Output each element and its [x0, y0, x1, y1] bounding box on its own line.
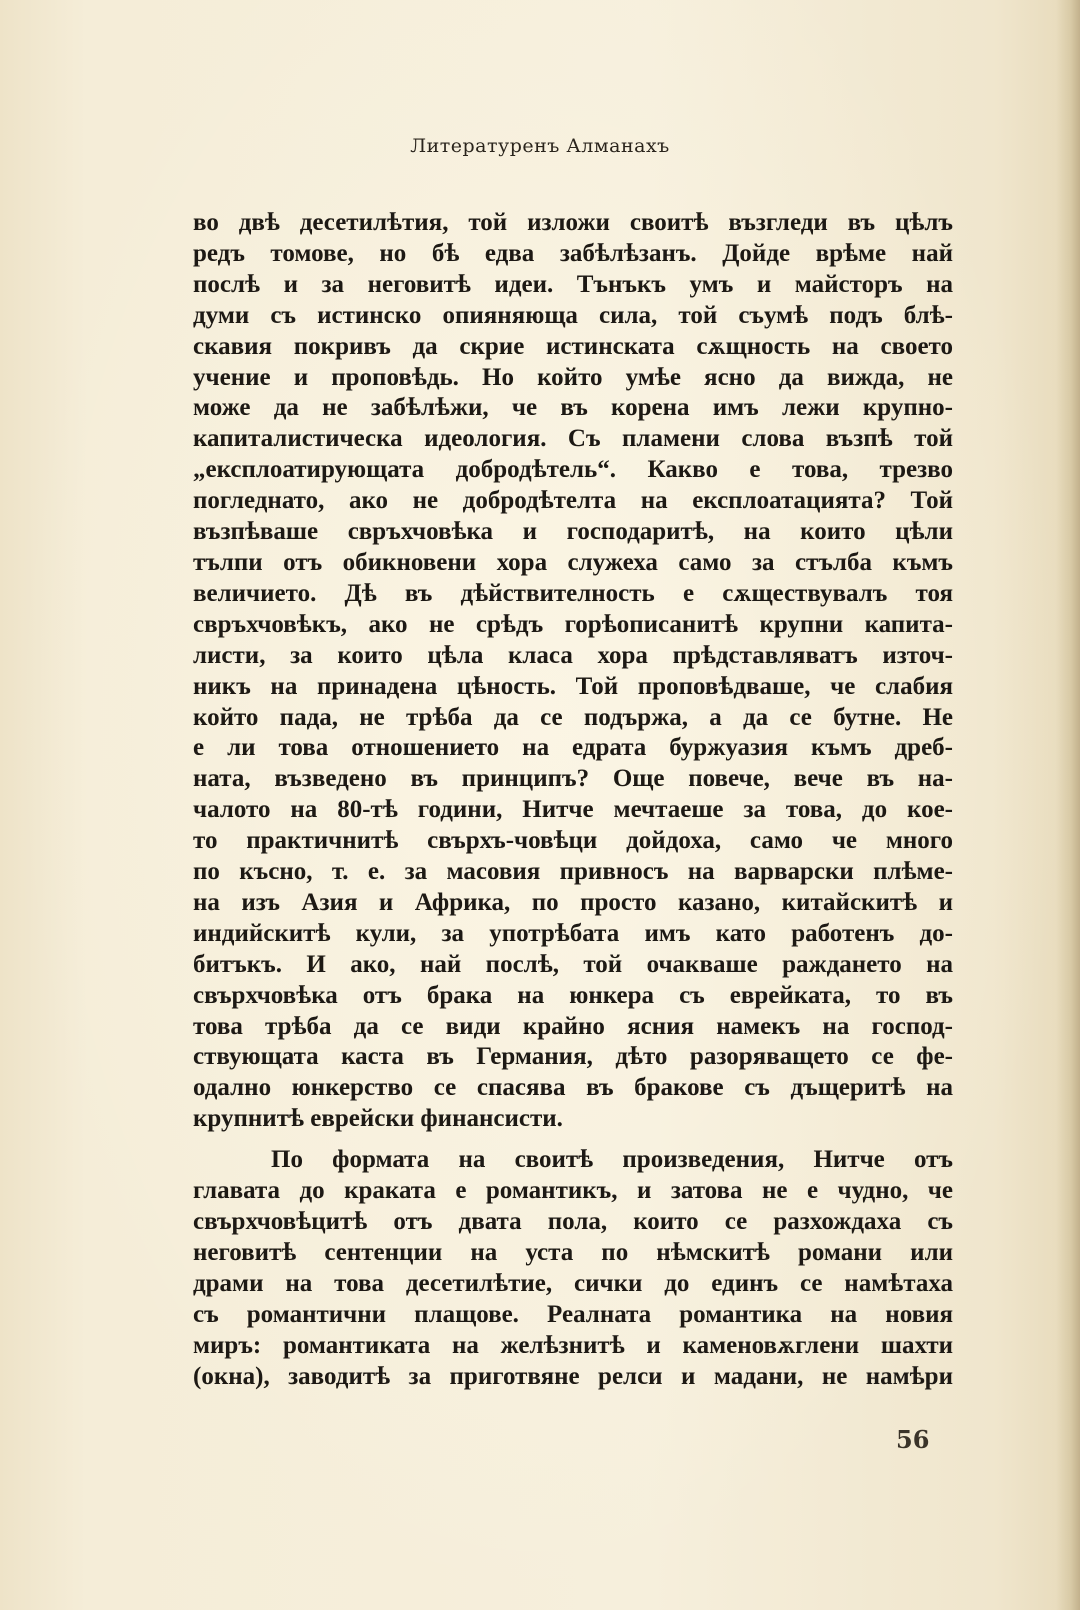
- text-line: неговитѣ сентенции на уста по нѣмскитѣ романи или: [193, 1238, 953, 1266]
- text-line: редъ томове, но бѣ едва забѣлѣзанъ. Дойде врѣме най: [193, 239, 953, 267]
- text-line: който пада, не трѣба да се подържа, а да се бутне. Не: [193, 703, 953, 731]
- text-line: свърхчовѣцитѣ отъ двата пола, които се разхождаха съ: [193, 1208, 953, 1235]
- text-line: свърхчовѣка отъ брака на юнкера съ еврейката, то въ: [193, 981, 953, 1009]
- text-line: (окна), заводитѣ за приготвяне релси и мадани, не намѣри: [193, 1362, 953, 1390]
- text-line: по късно, т. е. за масовия привносъ на варварски плѣме-: [193, 858, 953, 886]
- text-line: това трѣба да се види крайно ясния намекъ на господ-: [193, 1012, 953, 1040]
- text-line: никъ на принадена цѣность. Той проповѣдваше, че слабия: [193, 672, 953, 700]
- text-line: главата до краката е романтикъ, и затова не е чудно, че: [193, 1177, 953, 1205]
- text-line: битъкъ. И ако, най послѣ, той очакваше раждането на: [193, 950, 953, 978]
- text-line: е ли това отношението на едрата буржуазия къмъ дреб-: [193, 734, 953, 762]
- text-line: може да не забѣлѣжи, че въ корена имъ лежи крупно-: [193, 394, 953, 422]
- text-line: величието. Дѣ въ дѣйствителность е сѫществувалъ тоя: [193, 579, 953, 607]
- text-line: възпѣваше свръхчовѣка и господаритѣ, на които цѣли: [193, 518, 953, 546]
- text-line: ната, възведено въ принципъ? Още повече, вече въ на-: [193, 765, 953, 793]
- text-line: капиталистическа идеология. Съ пламени слова възпѣ той: [193, 425, 953, 453]
- text-line: послѣ и за неговитѣ идеи. Тънъкъ умъ и майсторъ на: [193, 270, 953, 298]
- text-line: драми на това десетилѣтие, сички до единъ се намѣтаха: [193, 1269, 953, 1297]
- text-line: думи съ истинско опияняюща сила, той съумѣ подъ блѣ-: [193, 301, 953, 329]
- text-line: съ романтични плащове. Реалната романтика на новия: [193, 1300, 953, 1328]
- text-line: листи, за които цѣла класа хора прѣдставляватъ източ-: [193, 641, 953, 669]
- text-line: крупнитѣ еврейски финансисти.: [193, 1105, 563, 1133]
- text-line: миръ: романтиката на желѣзнитѣ и каменовѫглени шахти: [193, 1331, 953, 1359]
- text-line: индийскитѣ кули, за употрѣбата имъ като работенъ до-: [193, 919, 953, 947]
- text-line: тълпи отъ обикновени хора служеха само за стълба къмъ: [193, 548, 953, 576]
- paragraph-2: [193, 1145, 953, 1392]
- text-line: на изъ Азия и Африка, по просто казано, китайскитѣ и: [193, 888, 953, 916]
- running-title: Литературенъ Алманахъ: [410, 135, 670, 157]
- text-line: свръхчовѣкъ, ако не срѣдъ горѣописанитѣ крупни капита-: [193, 610, 953, 638]
- text-line: учение и проповѣдь. Но който умѣе ясно да вижда, не: [193, 363, 953, 391]
- text-line: „експлоатирующата добродѣтель“. Какво е това, трезво: [193, 456, 953, 484]
- page-edge-shadow: [1056, 0, 1080, 1610]
- text-line: погледнато, ако не добродѣтелта на експлоатацията? Той: [193, 487, 953, 515]
- text-line: то практичнитѣ свърхъ-човѣци дойдоха, само че много: [193, 827, 953, 855]
- page-number: 56: [896, 1425, 930, 1454]
- text-line: ствующата каста въ Германия, дѣто разоряващето се фе-: [193, 1043, 953, 1071]
- text-line: чалото на 80-тѣ години, Нитче мечтаеше за това, до кое-: [193, 796, 953, 824]
- text-line: во двѣ десетилѣтия, той изложи своитѣ възгледи въ цѣлъ: [193, 209, 953, 236]
- body-text: [193, 208, 953, 1392]
- paragraph-1: [193, 208, 953, 1135]
- text-line: По формата на своитѣ произведения, Нитче отъ: [271, 1146, 953, 1174]
- text-line: скавия покривъ да скрие истинската сѫщность на своето: [193, 332, 953, 360]
- text-line: одално юнкерство се спасява въ бракове съ дъщеритѣ на: [193, 1074, 953, 1102]
